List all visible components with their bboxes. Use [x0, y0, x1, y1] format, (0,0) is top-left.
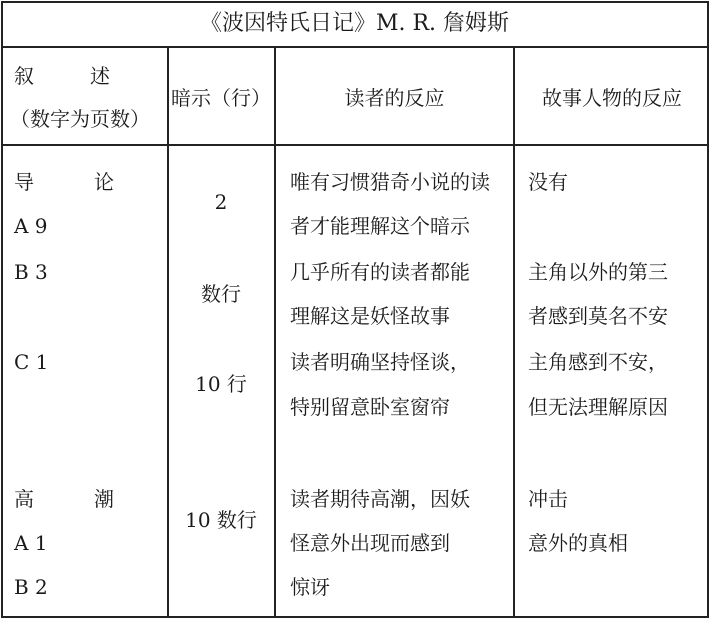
intro-reader-line-2: 者才能理解这个暗示 — [290, 214, 470, 238]
intro-character-line-4: 主角感到不安， — [528, 350, 668, 374]
climax-item-a: A 1 — [14, 531, 48, 555]
climax-character-line-1: 冲击 — [528, 487, 568, 511]
climax-item-b: B 2 — [14, 575, 48, 599]
intro-character-line-3: 者感到莫名不安 — [528, 304, 668, 328]
section-label-intro-char-2: 论 — [94, 170, 114, 194]
intro-reader-line-4: 理解这是妖怪故事 — [290, 304, 450, 328]
intro-character-line-5: 但无法理解原因 — [528, 395, 668, 419]
header-hint: 暗示（行） — [171, 86, 271, 110]
title-divider — [1, 46, 709, 48]
header-reader-reaction: 读者的反应 — [344, 86, 445, 110]
intro-hint-b: 数行 — [201, 282, 241, 306]
intro-character-line-1: 没有 — [528, 170, 568, 194]
section-label-climax-char-1: 高 — [14, 487, 34, 511]
header-narration-char-1: 叙 — [14, 64, 34, 88]
section-label-climax-char-2: 潮 — [94, 487, 114, 511]
intro-item-a: A 9 — [14, 214, 48, 238]
intro-character-line-2: 主角以外的第三 — [528, 260, 668, 284]
header-narration-char-2: 述 — [90, 64, 110, 88]
table-title: 《波因特氏日记》M. R. 詹姆斯 — [199, 11, 510, 36]
section-label-intro-char-1: 导 — [14, 170, 34, 194]
intro-item-c: C 1 — [14, 350, 49, 374]
column-divider-2 — [274, 47, 276, 618]
intro-reader-line-1: 唯有习惯猎奇小说的读 — [290, 170, 490, 194]
header-divider — [1, 144, 709, 146]
climax-reader-line-2: 怪意外出现而感到 — [290, 531, 450, 555]
column-divider-3 — [513, 47, 515, 618]
header-character-reaction: 故事人物的反应 — [542, 86, 682, 110]
climax-reader-line-1: 读者期待高潮，因妖 — [290, 487, 470, 511]
header-narration-note: （数字为页数） — [10, 107, 150, 131]
intro-hint-a: 2 — [214, 190, 228, 214]
intro-hint-c: 10 行 — [195, 372, 247, 396]
intro-reader-line-6: 特别留意卧室窗帘 — [290, 395, 450, 419]
climax-character-line-2: 意外的真相 — [528, 531, 628, 555]
column-divider-1 — [167, 47, 169, 618]
climax-hint: 10 数行 — [185, 508, 257, 532]
intro-reader-line-5: 读者明确坚持怪谈， — [290, 350, 470, 374]
intro-item-b: B 3 — [14, 260, 48, 284]
intro-reader-line-3: 几乎所有的读者都能 — [290, 260, 470, 284]
climax-reader-line-3: 惊讶 — [290, 575, 330, 599]
